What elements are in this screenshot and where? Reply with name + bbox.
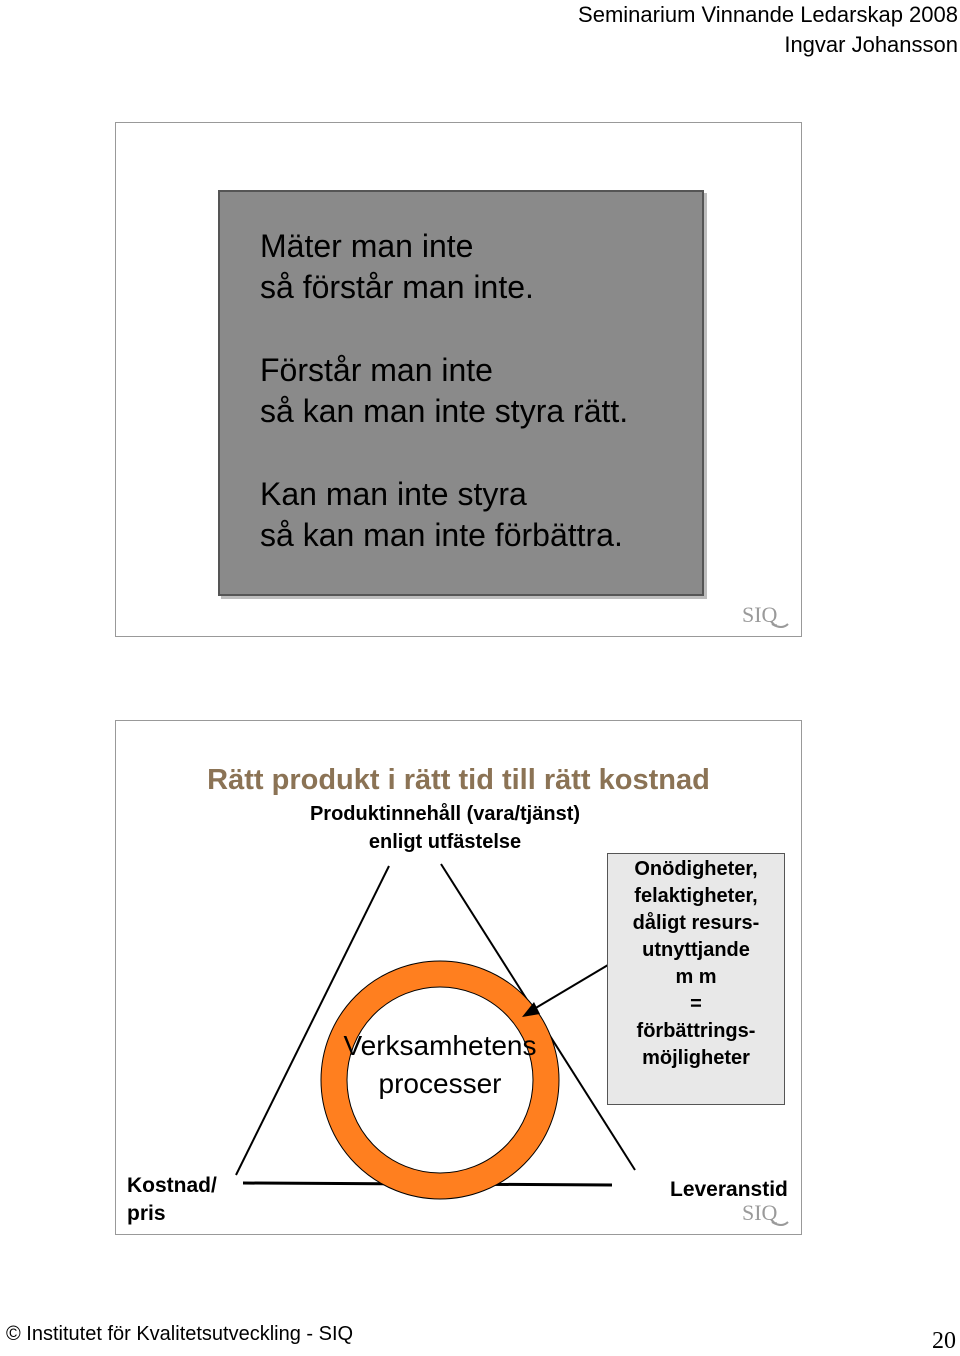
quote-line-2: Förstår man inte så kan man inte styra rätt.: [260, 352, 629, 429]
quote-line-3: Kan man inte styra så kan man inte förbättra.: [260, 476, 623, 553]
box-line-6: =: [690, 993, 702, 1015]
seminar-title: Seminarium Vinnande Ledarskap 2008: [578, 2, 958, 27]
slide-2-title: Rätt produkt i rätt tid till rätt kostnad: [207, 764, 710, 796]
process-label-line-1: Verksamhetens: [343, 1030, 537, 1061]
cost-label: [127, 1172, 217, 1228]
box-line-2: felaktigheter,: [634, 885, 758, 907]
quote-line-1: Mäter man inte så förstår man inte.: [260, 228, 534, 305]
page-number: 20: [932, 1328, 956, 1354]
siq-logo-2-text: SIQ: [742, 1200, 778, 1225]
promise-label: enligt utfästelse: [368, 831, 522, 853]
author-name: Ingvar Johansson: [784, 32, 958, 57]
box-line-1: Onödigheter,: [634, 858, 758, 880]
cost-label-line-1: Kostnad/: [127, 1174, 217, 1197]
box-line-8: möjligheter: [642, 1047, 750, 1069]
siq-logo-text: SIQ: [742, 602, 778, 627]
pointer-arrow-line: [534, 962, 613, 1009]
box-line-5: m m: [675, 966, 717, 988]
process-label-line-2: processer: [378, 1068, 502, 1099]
box-line-3: dåligt resurs-: [632, 912, 760, 934]
cost-label-line-2: pris: [127, 1202, 166, 1225]
delivery-time-label: Leveranstid: [670, 1178, 788, 1201]
box-line-7: förbättrings-: [636, 1020, 756, 1042]
box-line-4: utnyttjande: [642, 939, 750, 961]
improvement-box: [607, 853, 785, 1105]
copyright-footer: © Institutet för Kvalitetsutveckling - SIQ: [6, 1323, 354, 1345]
product-content-label: Produktinnehåll (vara/tjänst): [309, 803, 581, 825]
siq-logo-2: [742, 1198, 790, 1230]
process-label: [300, 1027, 580, 1103]
